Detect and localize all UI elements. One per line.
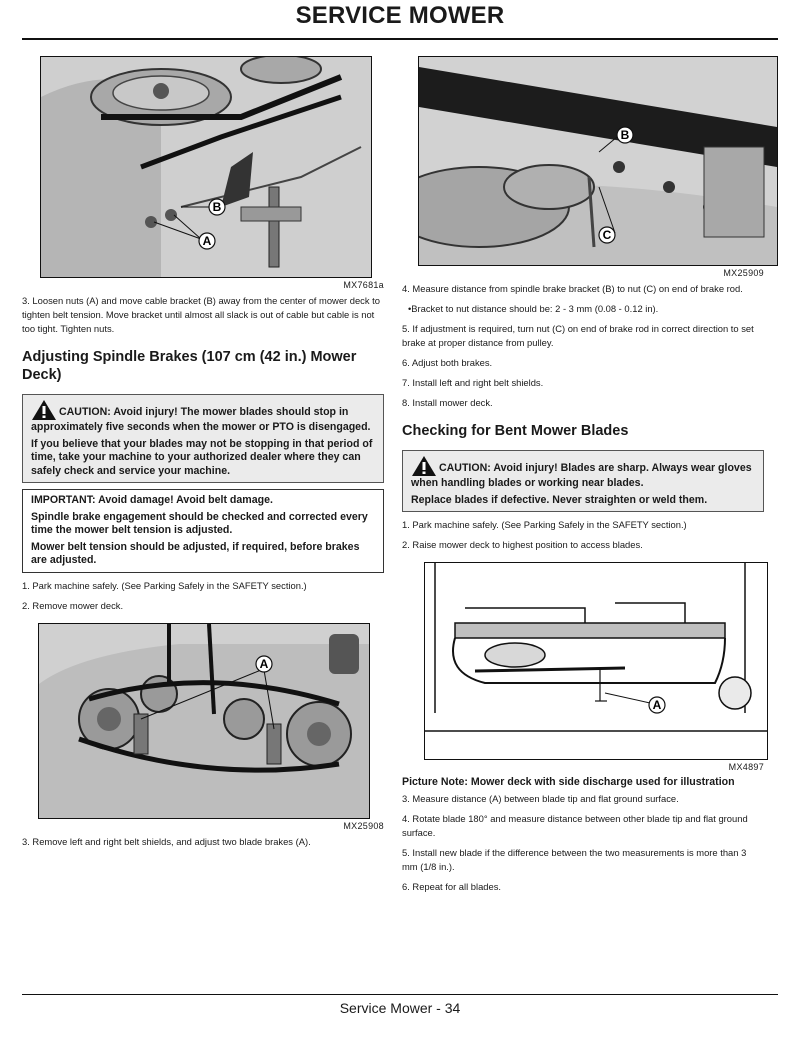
page-footer: Service Mower - 34 [339,1000,461,1016]
belt-tension-illustration [41,57,371,277]
callout-a: A [652,698,662,712]
important-text: Mower belt tension should be adjusted, if required, before brakes are adjusted. [31,540,360,566]
brake-rod-illustration [419,57,777,265]
blade-measure-illustration [425,563,767,759]
step-text: 6. Adjust both brakes. [402,357,493,368]
page-title: SERVICE MOWER [295,2,505,29]
step-text: 6. Repeat for all blades. [402,881,502,892]
callout-b: B [212,200,222,214]
header-rule [22,38,778,40]
step-text: 3. Loosen nuts (A) and move cable bracket (B) away from the center of mower deck to tighten belt tension. Move bracket until almost all slack is out of cable but cable is not too tight. Tighten nuts. [22,295,380,334]
step-text: 5. Install new blade if the difference between the two measurements is more than 3 mm (1/8 in.). [402,847,747,872]
important-text: IMPORTANT: Avoid damage! Avoid belt damage. [31,494,273,506]
brake-rod-photo [418,56,778,266]
callout-c: C [602,228,612,242]
caution-box [402,450,764,512]
caution-box [22,394,384,483]
step-text: 8. Install mower deck. [402,397,493,408]
caution-text: Replace blades if defective. Never straighten or weld them. [411,493,708,506]
step-text: 3. Measure distance (A) between blade tip and flat ground surface. [402,793,679,804]
important-text: Spindle brake engagement should be checked and corrected every time the mower belt tension is adjusted. [31,510,368,536]
step-text: 2. Raise mower deck to highest position to access blades. [402,539,643,550]
right-column [402,56,764,900]
left-column [22,56,384,855]
step-text: 4. Measure distance from spindle brake bracket (B) to nut (C) on end of brake rod. [402,283,743,294]
caution-text: CAUTION: Avoid injury! The mower blades should stop in approximately five seconds when the mower or PTO is disengaged. [31,406,371,433]
important-box [22,489,384,573]
step-text: 4. Rotate blade 180° and measure distance between other blade tip and flat ground surface. [402,813,748,838]
blade-brake-photo [38,623,370,819]
step-text: 1. Park machine safely. (See Parking Safely in the SAFETY section.) [402,519,687,530]
step-text: 7. Install left and right belt shields. [402,377,544,388]
section-heading: Checking for Bent Mower Blades [402,423,629,439]
caution-text: If you believe that your blades may not be stopping in that period of time, take your machine to your authorized dealer where they can safely check and service your machine. [31,437,373,477]
figure-id: MX25909 [723,268,764,278]
spec-bullet: •Bracket to nut distance should be: 2 - 3 mm (0.08 - 0.12 in). [408,303,659,314]
picture-note: Picture Note: Mower deck with side discharge used for illustration [402,776,735,788]
warning-icon [31,399,57,421]
section-heading: Adjusting Spindle Brakes (107 cm (42 in.) Mower Deck) [22,349,357,383]
warning-icon [411,455,437,477]
blade-measure-drawing [424,562,768,760]
step-text: 2. Remove mower deck. [22,599,124,611]
belt-tension-photo [40,56,372,278]
blade-brake-illustration [39,624,369,818]
footer-rule [22,994,778,995]
figure-id: MX4897 [728,762,764,772]
step-text: 5. If adjustment is required, turn nut (C) on end of brake rod in correct direction to set brake at proper distance from pulley. [402,323,754,348]
step-text: 1. Park machine safely. (See Parking Safely in the SAFETY section.) [22,579,307,591]
caution-text: CAUTION: Avoid injury! Blades are sharp. Always wear gloves when handling blades or working near blades. [411,462,752,489]
figure-id: MX7681a [343,280,384,290]
callout-b: B [620,128,630,142]
step-text: 3. Remove left and right belt shields, and adjust two blade brakes (A). [22,835,311,847]
callout-a: A [259,656,269,671]
figure-id: MX25908 [343,820,384,831]
callout-a: A [202,234,212,248]
